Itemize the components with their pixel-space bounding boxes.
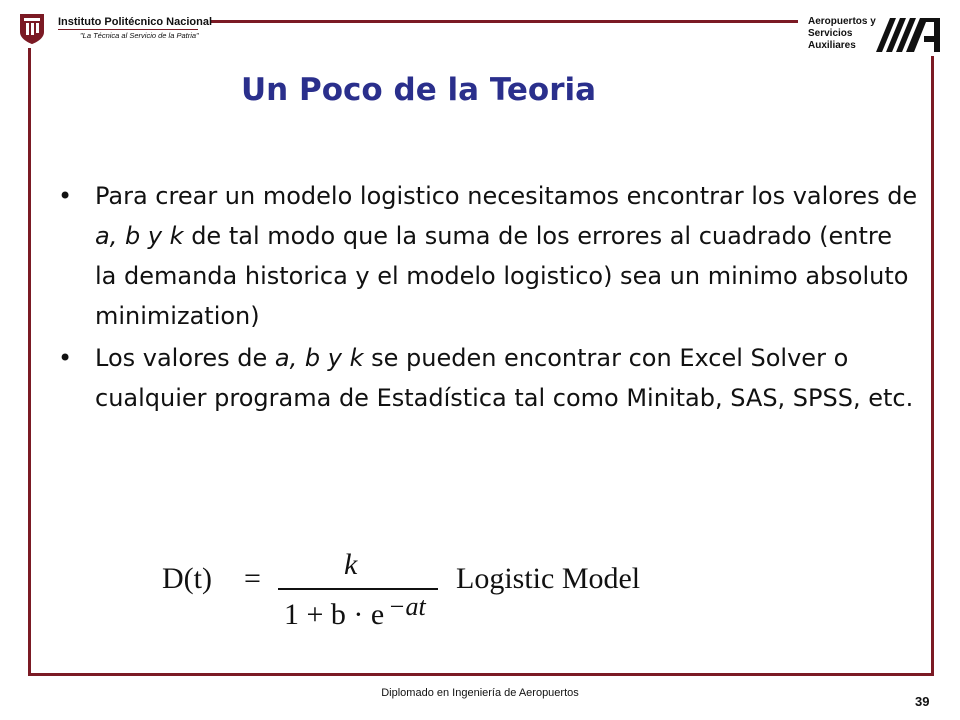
page-number: 39 bbox=[915, 694, 930, 709]
logistic-formula bbox=[160, 548, 700, 658]
bullet-text bbox=[95, 176, 918, 336]
department-line-3: Auxiliares bbox=[808, 40, 856, 51]
department-line-2: Servicios bbox=[808, 28, 853, 39]
formula-equals: = bbox=[244, 562, 261, 595]
bullet-list bbox=[58, 176, 918, 420]
bullet-text-part: de tal modo que la suma de los errores al cuadrado (entre la demanda historica y el modelo logistico) sea un minimo absoluto minimization) bbox=[95, 222, 909, 330]
footer-text: Diplomado en Ingeniería de Aeropuertos bbox=[381, 687, 579, 699]
ipn-logo-icon bbox=[14, 10, 50, 46]
bullet-text-part: Para crear un modelo logistico necesitamos encontrar los valores de bbox=[95, 182, 918, 210]
formula-denominator: 1 + b · e bbox=[284, 598, 385, 631]
slide-title: Un Poco de la Teoria bbox=[241, 72, 597, 108]
bullet-text bbox=[95, 338, 918, 418]
institution-divider bbox=[58, 29, 198, 30]
formula-label: Logistic Model bbox=[456, 562, 641, 595]
institution-name: Instituto Politécnico Nacional bbox=[58, 16, 213, 28]
bullet-variables: a, b y k bbox=[95, 222, 184, 250]
bullet-item bbox=[58, 338, 918, 418]
department-logo-text bbox=[808, 16, 876, 52]
institution-motto: "La Técnica al Servicio de la Patria" bbox=[80, 31, 199, 40]
bullet-text-part: se pueden encontrar con Excel Solver o cualquier programa de Estadística tal como Minitab, SAS, SPSS, etc. bbox=[95, 344, 914, 412]
department-line-1: Aeropuertos y bbox=[808, 16, 876, 27]
formula-lhs: D(t) bbox=[162, 562, 212, 595]
bullet-text-part: Los valores de bbox=[95, 344, 275, 372]
bullet-variables: a, b y k bbox=[274, 344, 364, 372]
bullet-marker: • bbox=[58, 344, 73, 372]
fraction-bar bbox=[278, 588, 438, 590]
bullet-marker: • bbox=[58, 182, 73, 210]
asa-stripes-icon bbox=[874, 18, 940, 52]
formula-numerator: k bbox=[344, 548, 358, 581]
bullet-item bbox=[58, 176, 918, 336]
formula-exponent: −at bbox=[388, 592, 426, 621]
